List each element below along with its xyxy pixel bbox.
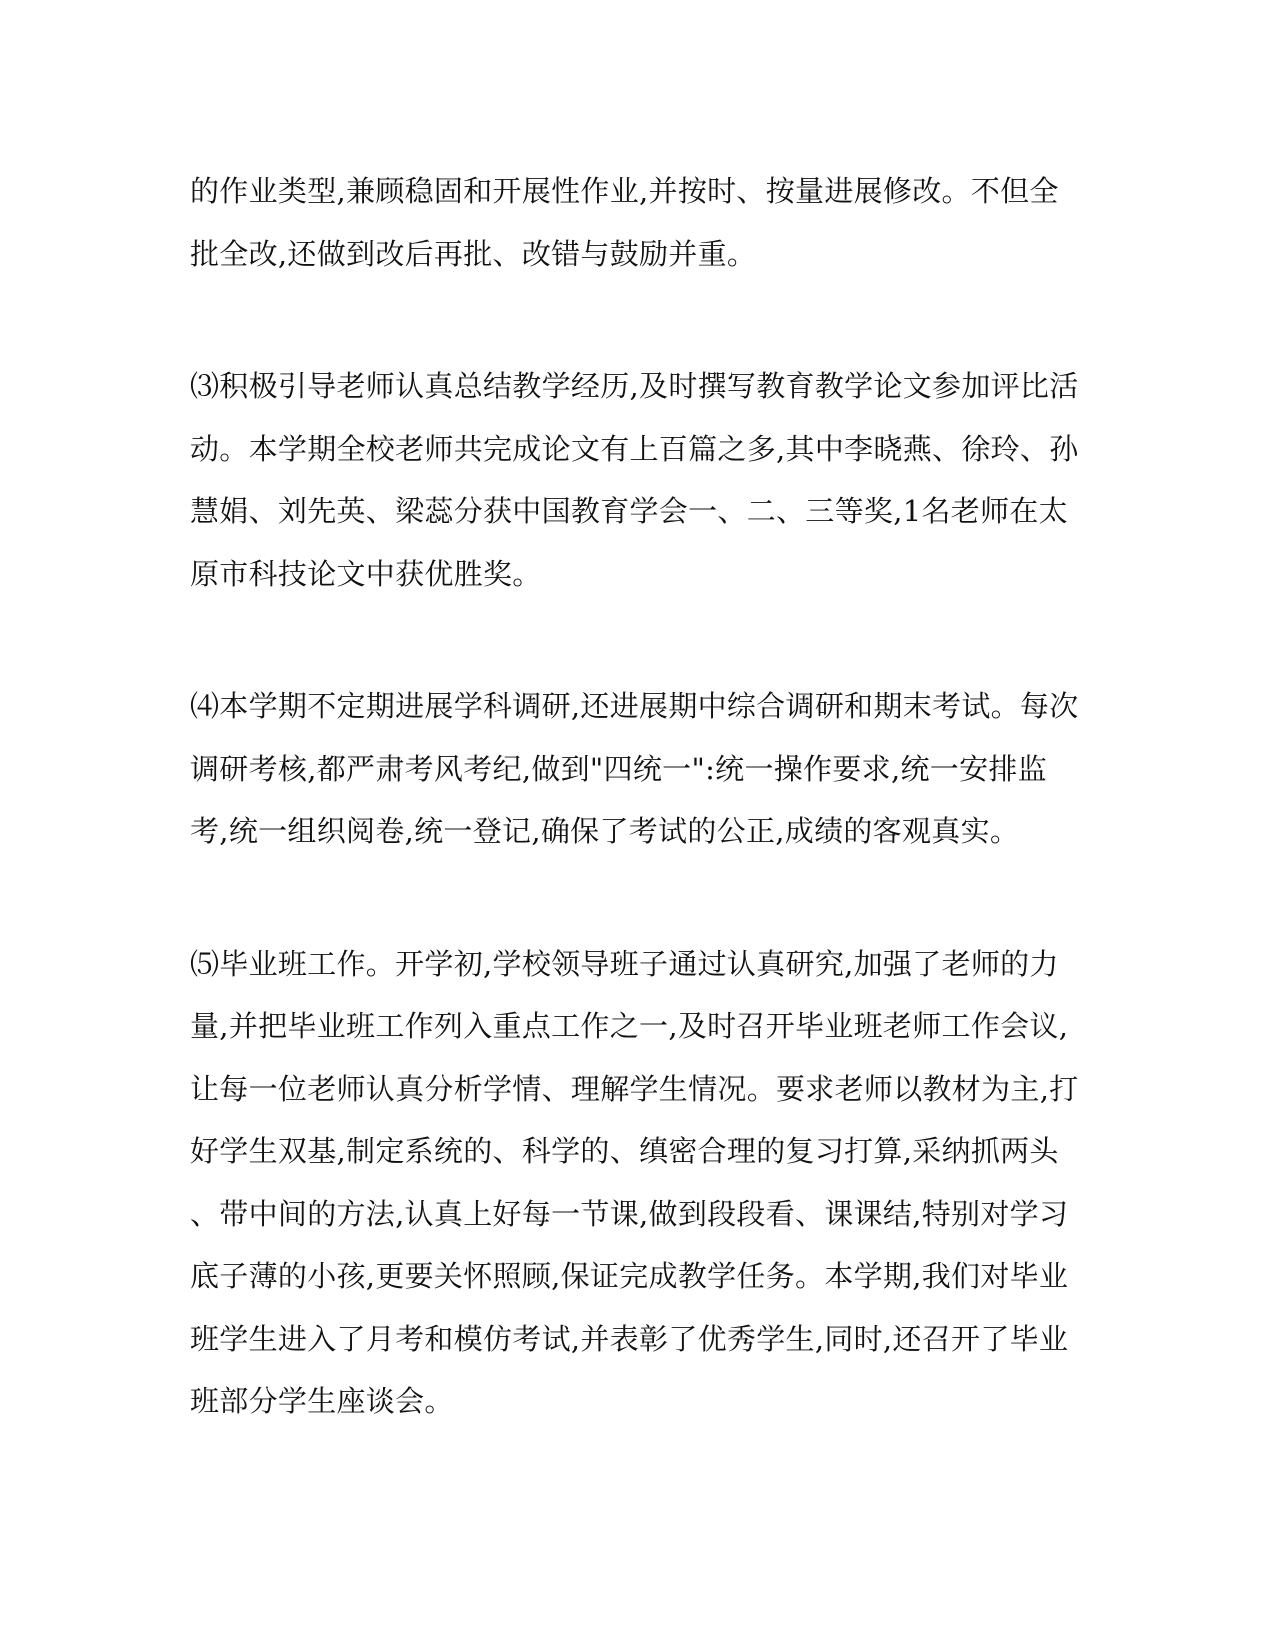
text-line: 的作业类型,兼顾稳固和开展性作业,并按时、按量进展修改。不但全: [190, 174, 1059, 208]
text-line: 量,并把毕业班工作列入重点工作之一,及时召开毕业班老师工作会议,: [190, 1009, 1069, 1043]
paragraph-gap: [190, 863, 1085, 933]
text-line: 班学生进入了月考和模仿考试,并表彰了优秀学生,同时,还召开了毕业: [190, 1321, 1069, 1356]
document-body: [190, 160, 1085, 1433]
paragraph-gap: [190, 285, 1085, 355]
text-line: ⑸毕业班工作。开学初,学校领导班子通过认真研究,加强了老师的力: [190, 946, 1059, 981]
text-line: 调研考核,都严肃考风考纪,做到"四统一":统一操作要求,统一安排监: [190, 751, 1048, 786]
paragraph-gap: [190, 605, 1085, 675]
text-line: 让每一位老师认真分析学情、理解学生情况。要求老师以教材为主,打: [190, 1071, 1079, 1106]
text-line: 慧娟、刘先英、梁蕊分获中国教育学会一、二、三等奖,1名老师在太: [190, 494, 1068, 528]
text-line: ⑶积极引导老师认真总结教学经历,及时撰写教育教学论文参加评比活: [190, 369, 1079, 403]
text-line: 班部分学生座谈会。: [190, 1384, 454, 1418]
text-line: 底子薄的小孩,更要关怀照顾,保证完成教学任务。本学期,我们对毕业: [190, 1259, 1069, 1293]
text-line: 原市科技论文中获优胜奖。: [190, 556, 542, 591]
paragraph-graduating-class: [190, 933, 1085, 1433]
paragraph-exams: [190, 675, 1085, 863]
text-line: 动。本学期全校老师共完成论文有上百篇之多,其中李晓燕、徐玲、孙: [190, 431, 1079, 466]
text-line: 好学生双基,制定系统的、科学的、缜密合理的复习打算,采纳抓两头: [190, 1134, 1059, 1168]
text-line: 批全改,还做到改后再批、改错与鼓励并重。: [190, 236, 757, 271]
text-line: ⑷本学期不定期进展学科调研,还进展期中综合调研和期末考试。每次: [190, 689, 1079, 723]
text-line: 考,统一组织阅卷,统一登记,确保了考试的公正,成绩的客观真实。: [190, 814, 1020, 848]
paragraph-homework: [190, 160, 1085, 285]
text-line: 、带中间的方法,认真上好每一节课,做到段段看、课课结,特别对学习: [190, 1196, 1069, 1231]
paragraph-papers: [190, 355, 1085, 605]
